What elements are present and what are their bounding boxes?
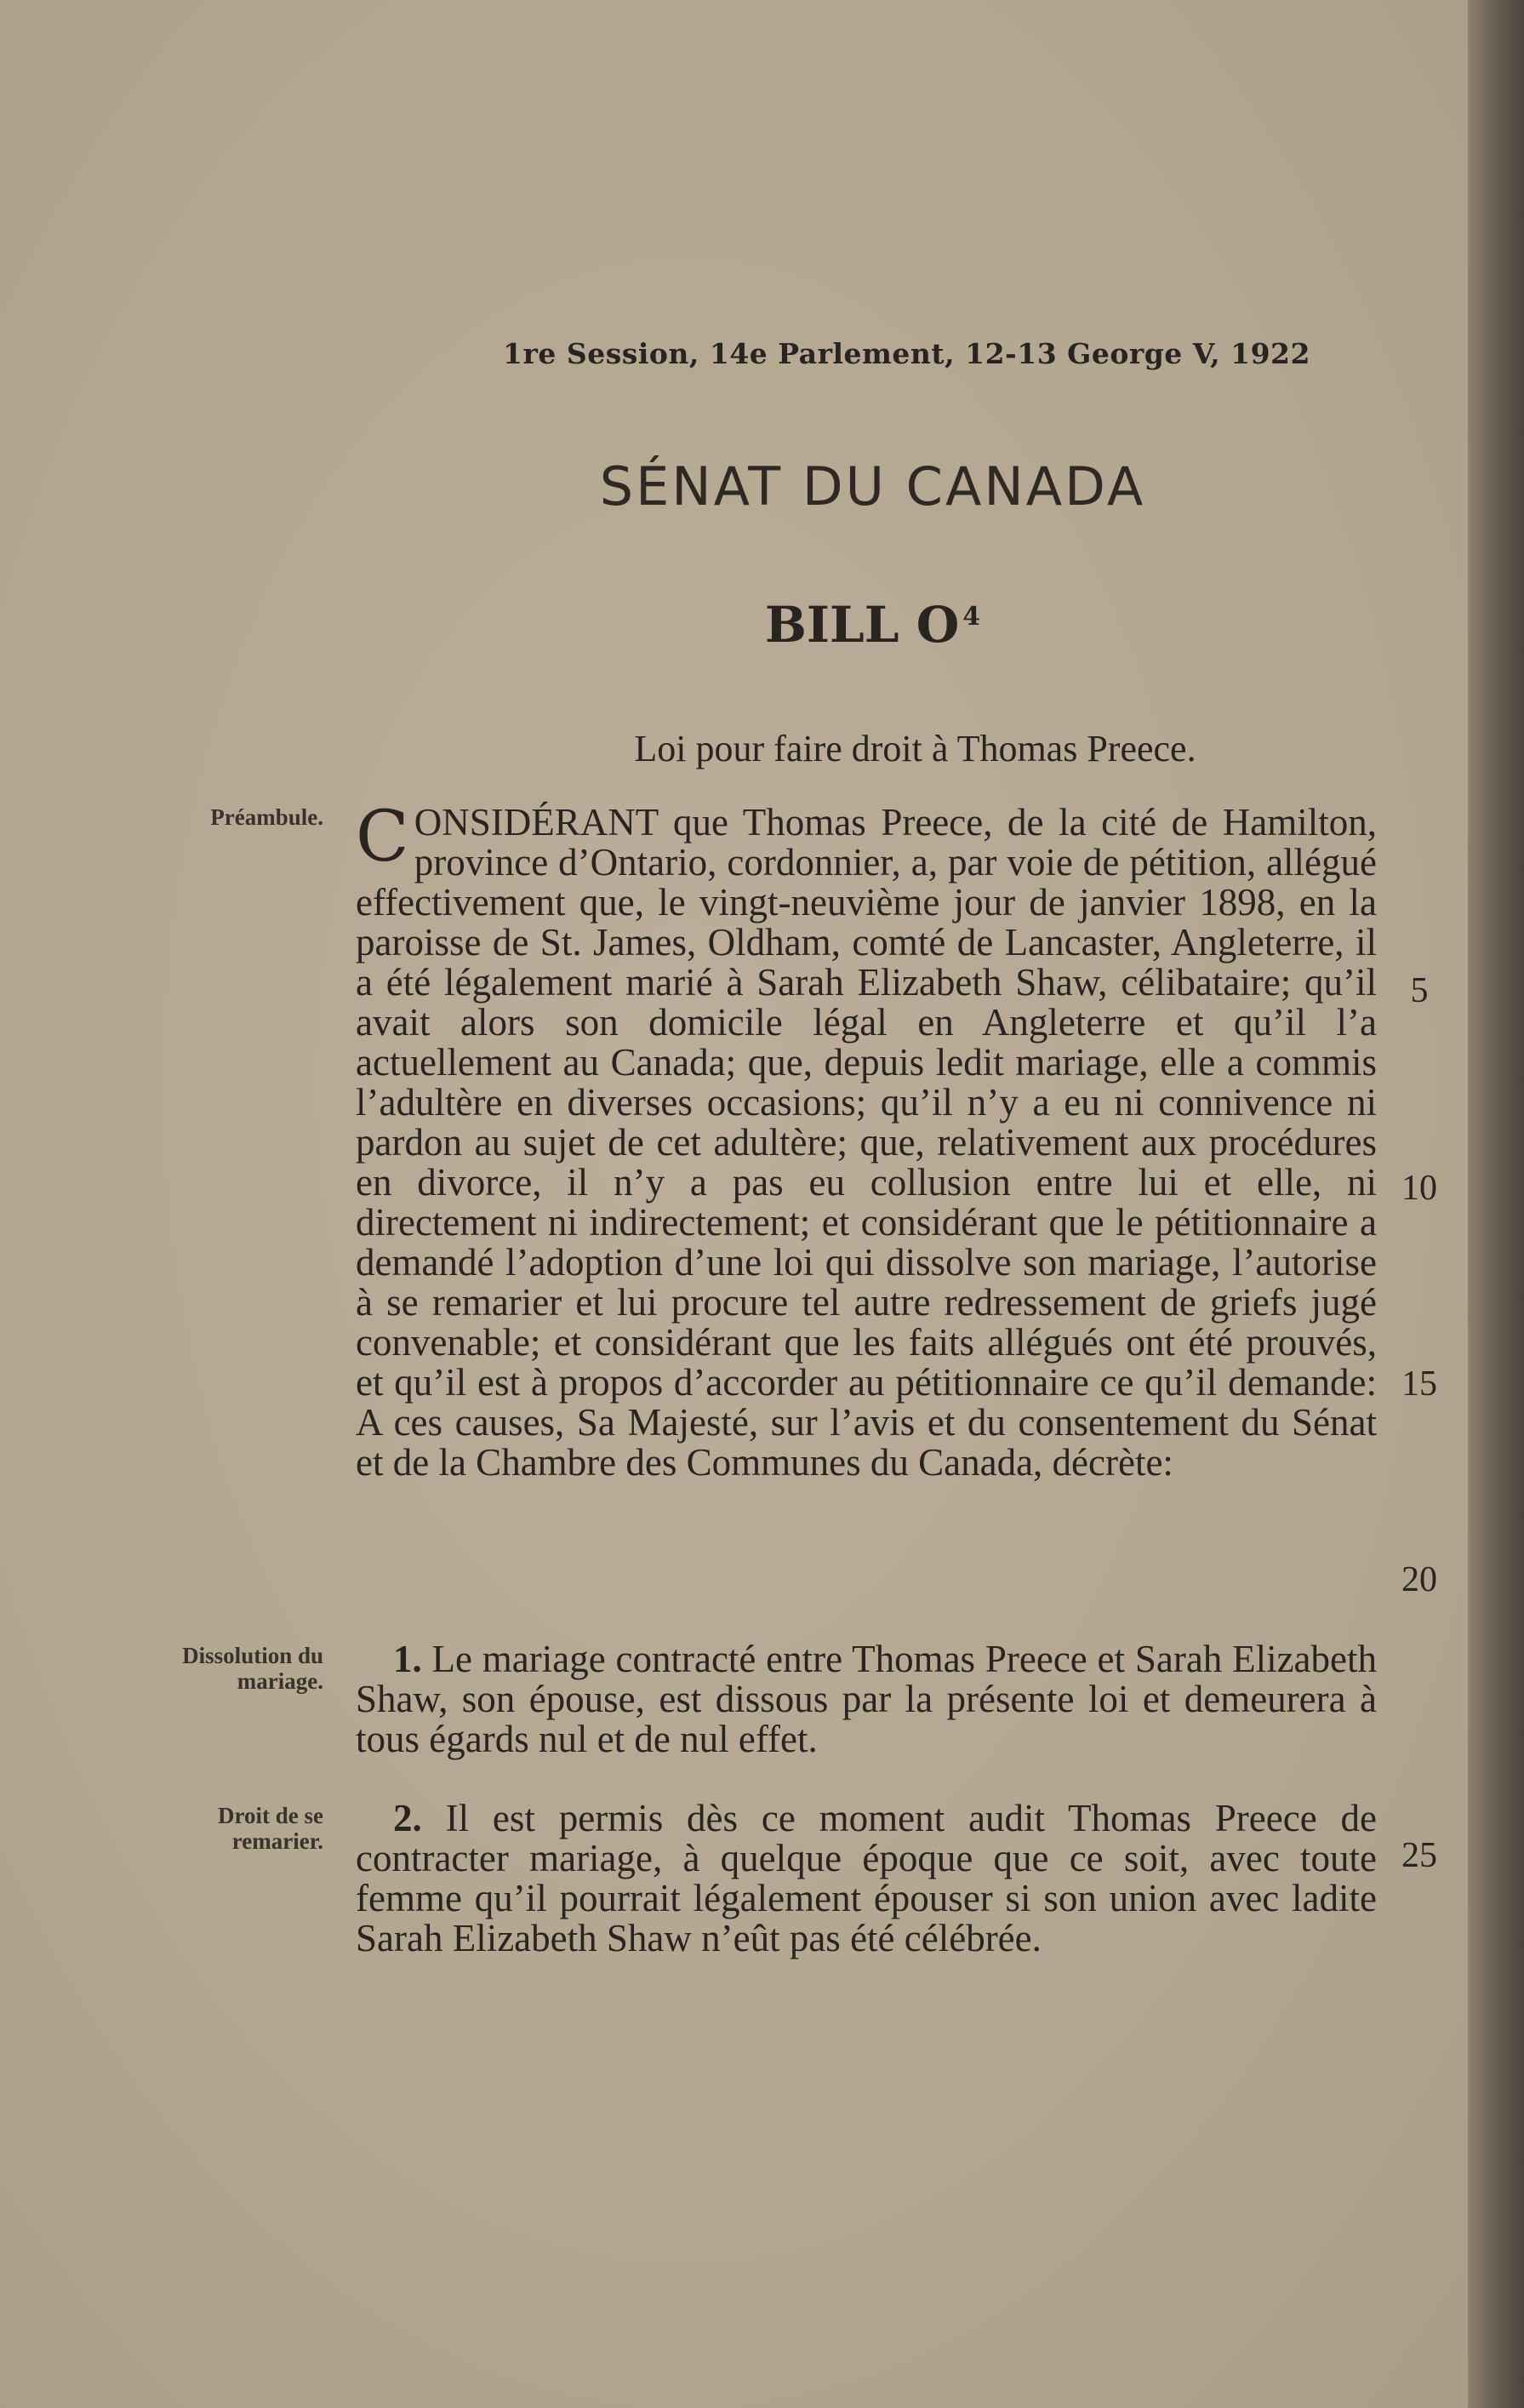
session-line: 1re Session, 14e Parlement, 12-13 George V, 1922 (503, 337, 1310, 370)
section-2-paragraph (356, 1799, 1377, 1959)
section-1-number: 1. (393, 1638, 422, 1680)
short-title: Loi pour faire droit à Thomas Preece. (634, 728, 1196, 769)
section-2-text: Il est permis dès ce moment audit Thomas Preece de contracter mariage, à quelque époque que ce soit, avec toute femme qu’il pourrait légalement épouser si son union avec ladite Sarah Elizabeth Shaw n’eût pas été célébrée. (356, 1797, 1377, 1959)
section-1-paragraph (356, 1639, 1377, 1759)
preamble-text: ONSIDÉRANT que Thomas Preece, de la cité de Hamilton, province d’Ontario, cordonnier, a, par voie de pétition, allégué effectivement que, le vingt-neuvième jour de janvier 1898, en la paroisse de St. James, Oldham, comté de Lancaster, Angleterre, il a été légalement marié à Sarah Elizabeth Shaw, célibataire; qu’il avait alors son domicile légal en Angleterre et qu’il l’a actuellement au Canada; que, depuis ledit mariage, elle a commis l’adultère en diverses occasions; qu’il n’y a eu ni connivence ni pardon au sujet de cet adultère; que, relativement aux procédures en divorce, il n’y a pas eu collusion entre lui et elle, ni directement ni indirectement; et considérant que le pétitionnaire a demandé l’adoption d’une loi qui dissolve son mariage, l’autorise à se remarier et lui procure tel autre redressement de griefs jugé convenable; et considérant que les faits allégués ont été prouvés, et qu’il est à propos d’accorder au pétitionnaire ce qu’il demande: A ces causes, Sa Majesté, sur l’avis et du consentement du Sénat et de la Chambre des Communes du Canada, décrète: (356, 801, 1377, 1484)
dropcap-letter: C (356, 797, 409, 878)
line-number-15: 15 (1401, 1364, 1437, 1404)
line-number-25: 25 (1401, 1836, 1437, 1875)
line-number-5: 5 (1410, 971, 1429, 1010)
senate-title: SÉNAT DU CANADA (599, 455, 1146, 518)
bill-label: BILL O (764, 596, 960, 654)
section-1-text: Le mariage contracté entre Thomas Preece et Sarah Elizabeth Shaw, son épouse, est dissous par la présente loi et demeurera à tous égards nul et de nul effet. (356, 1638, 1377, 1760)
section-2-number: 2. (393, 1797, 422, 1839)
line-number-20: 20 (1401, 1560, 1437, 1599)
preamble-paragraph (356, 797, 1377, 1484)
bill-title (0, 596, 1524, 654)
margin-note-preamble: Préambule. (210, 804, 323, 830)
margin-note-remarry: Droit de se remarier. (218, 1803, 323, 1854)
bill-superscript: 4 (962, 601, 981, 632)
margin-note-dissolution: Dissolution du mariage. (182, 1643, 323, 1694)
line-number-10: 10 (1401, 1169, 1437, 1208)
